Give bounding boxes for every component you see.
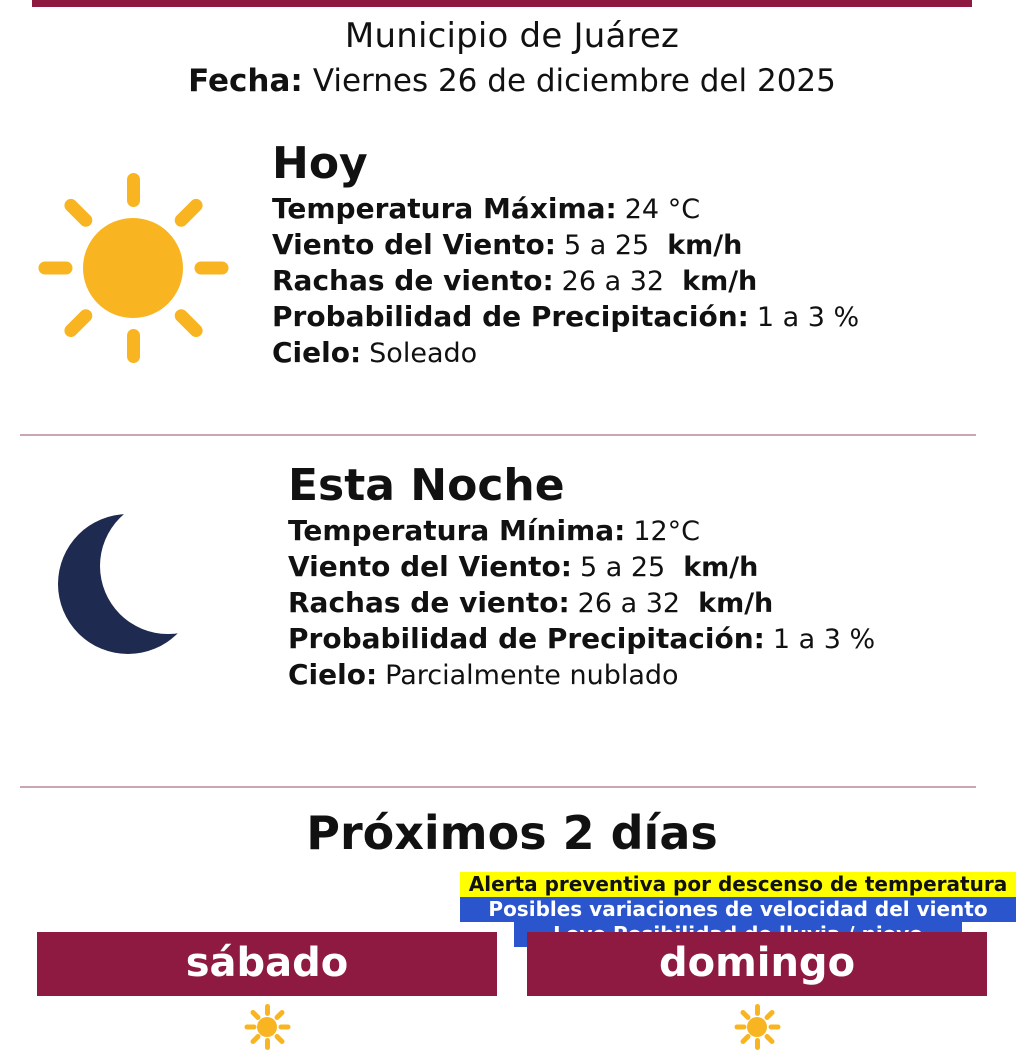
row-value: 1 a 3 % [772,624,876,656]
tonight-icon-container [0,462,266,664]
row-value: Soleado [369,338,478,370]
sun-ray [739,1033,751,1045]
sun-ray [61,196,94,229]
sun-ray [278,1025,290,1030]
row-label: Cielo: [288,658,378,692]
next-days-title: Próximos 2 días [306,806,718,860]
row-value: 1 a 3 % [756,302,860,334]
forecast-panel-tonight [0,462,1024,694]
today-row-precipitation [272,300,1024,333]
moon-cutout [100,498,236,634]
tonight-row-wind [288,550,1024,583]
tonight-info [266,462,1024,694]
sun-ray [265,1004,270,1016]
row-unit: km/h [667,230,743,262]
sun-ray [763,1009,775,1021]
sun-ray [127,173,140,207]
row-label: Temperatura Máxima: [272,192,617,226]
sun-ray [755,1004,760,1016]
page-header [0,16,1024,99]
today-row-max-temp [272,192,1024,225]
date-label: Fecha: [188,62,303,99]
date-row [0,63,1024,99]
day-icon-container [37,1004,497,1050]
row-value: 5 a 25 [563,230,650,262]
sun-core [257,1017,277,1037]
day-icon-container [527,1004,987,1050]
sun-icon [734,1004,780,1050]
today-title: Hoy [272,138,368,189]
day-card-saturday[interactable] [37,932,497,1050]
row-label: Viento del Viento: [272,228,556,262]
day-card-sunday[interactable] [527,932,987,1050]
section-divider [20,786,976,788]
row-value: 12°C [633,516,701,548]
row-unit: km/h [698,588,774,620]
row-value: 26 a 32 [577,588,681,620]
sun-ray [127,329,140,363]
tonight-row-min-temp [288,514,1024,547]
tonight-row-sky [288,658,1024,691]
today-icon-container [0,140,266,368]
row-unit: km/h [683,552,759,584]
date-value: Viernes 26 de diciembre del 2025 [312,62,836,99]
row-value: 5 a 25 [579,552,666,584]
day-name: domingo [527,932,987,996]
sun-core [83,218,183,318]
tonight-row-precipitation [288,622,1024,655]
next-days-cards [0,932,1024,1050]
tonight-row-gusts [288,586,1024,619]
sun-ray [273,1033,285,1045]
forecast-panel-today [0,140,1024,372]
sun-icon [244,1004,290,1050]
sun-ray [38,262,72,275]
row-label: Rachas de viento: [288,586,570,620]
row-value: 24 °C [624,194,701,226]
day-name: sábado [37,932,497,996]
alert-wind: Posibles variaciones de velocidad del viento [460,897,1016,922]
sun-core [747,1017,767,1037]
sun-ray [755,1038,760,1050]
sun-ray [194,262,228,275]
today-row-gusts [272,264,1024,297]
row-label: Viento del Viento: [288,550,572,584]
section-divider [20,434,976,436]
sun-ray [249,1033,261,1045]
top-accent-bar [32,0,972,7]
row-label: Cielo: [272,336,362,370]
tonight-title: Esta Noche [288,460,565,511]
sun-ray [768,1025,780,1030]
row-label: Temperatura Mínima: [288,514,626,548]
sun-ray [244,1025,256,1030]
alert-temperature: Alerta preventiva por descenso de temperatura [460,872,1016,897]
sun-ray [61,307,94,340]
row-label: Probabilidad de Precipitación: [272,300,749,334]
sun-ray [265,1038,270,1050]
moon-icon [58,514,208,664]
row-value: 26 a 32 [561,266,665,298]
row-value: Parcialmente nublado [385,660,679,692]
row-label: Probabilidad de Precipitación: [288,622,765,656]
sun-ray [734,1025,746,1030]
today-row-wind [272,228,1024,261]
today-row-sky [272,336,1024,369]
sun-ray [172,196,205,229]
row-label: Rachas de viento: [272,264,554,298]
sun-ray [763,1033,775,1045]
page-title: Municipio de Juárez [344,16,680,56]
row-unit: km/h [682,266,758,298]
sun-ray [739,1009,751,1021]
today-info [266,140,1024,372]
sun-ray [273,1009,285,1021]
sun-icon [33,168,233,368]
sun-ray [172,307,205,340]
sun-ray [249,1009,261,1021]
